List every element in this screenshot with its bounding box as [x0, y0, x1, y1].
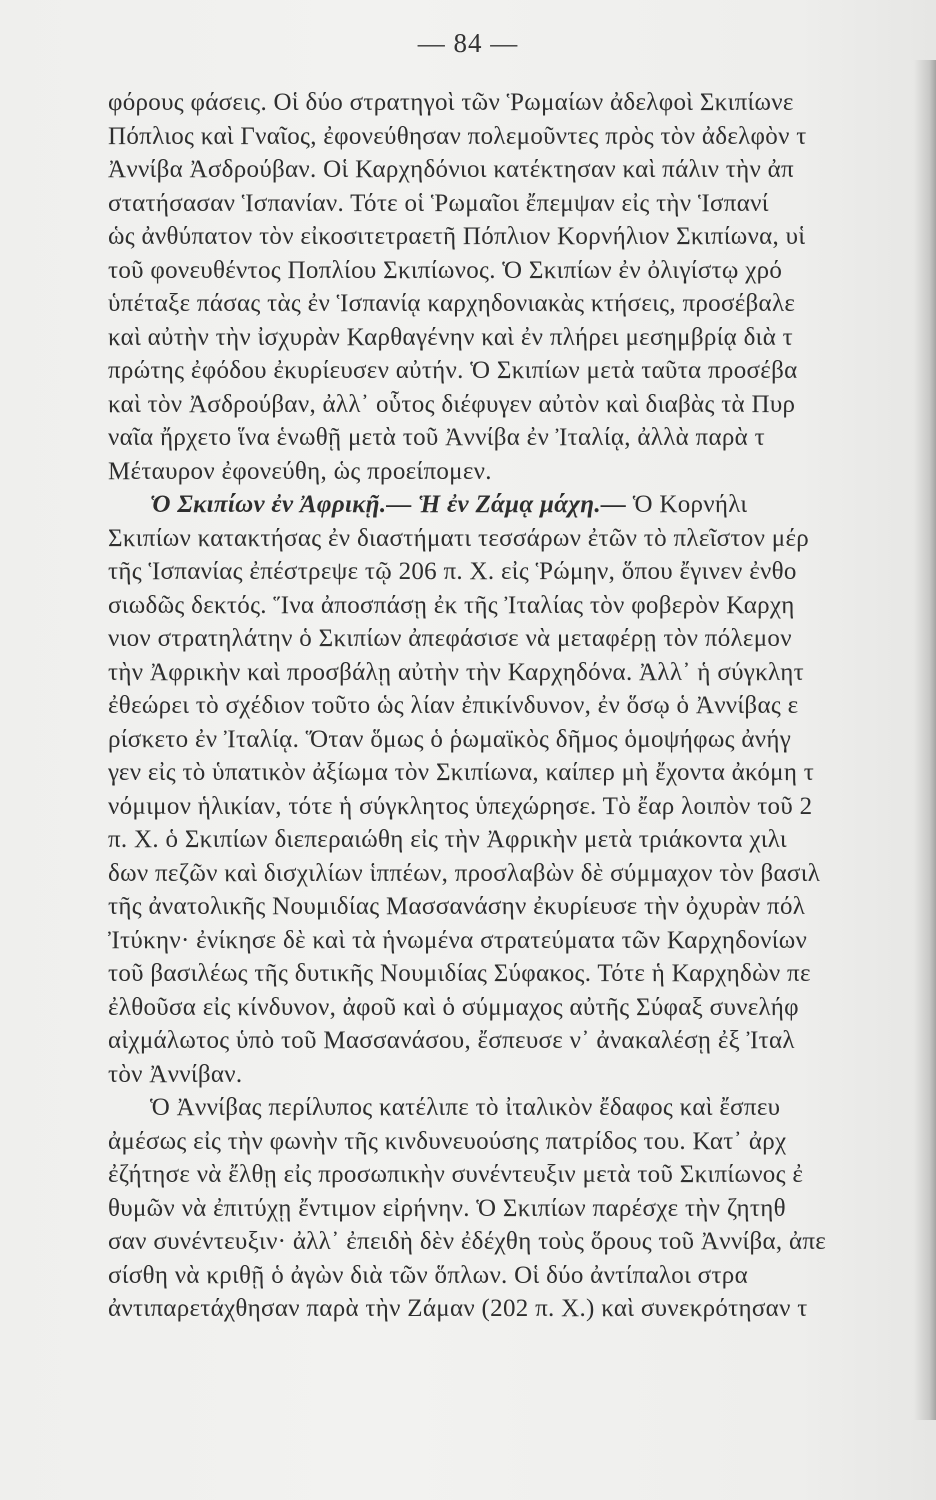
text-line: σαν συνέντευξιν· ἀλλ᾽ ἐπειδὴ δὲν ἐδέχθη τοὺς ὅρους τοῦ Ἀννίβα, ἀπε	[108, 1228, 827, 1255]
text-line: καὶ αὐτὴν τὴν ἰσχυρὰν Καρθαγένην καὶ ἐν πλήρει μεσημβρίᾳ διὰ τ	[108, 323, 794, 351]
section-heading-title: Ὁ Σκιπίων ἐν Ἀφρικῇ.— Ἡ ἐν Ζάμᾳ μάχη.—	[150, 491, 627, 518]
section-heading	[108, 488, 936, 522]
text-line: Μέταυρον ἐφονεύθη, ὡς προείπομεν.	[108, 457, 492, 485]
text-line: Πόπλιος καὶ Γναῖος, ἐφονεύθησαν πολεμοῦντες πρὸς τὸν ἀδελφὸν τ	[108, 122, 807, 150]
text-line: νιον στρατηλάτην ὁ Σκιπίων ἀπεφάσισε νὰ μεταφέρῃ τὸν πόλεμον	[108, 625, 792, 652]
text-line: πρώτης ἐφόδου ἐκυρίευσεν αὐτήν. Ὁ Σκιπίων μετὰ ταῦτα προσέβα	[108, 357, 798, 384]
text-line: τοῦ βασιλέως τῆς δυτικῆς Νουμιδίας Σύφακος. Τότε ἡ Καρχηδὼν πε	[108, 960, 811, 987]
text-line: τὴν Ἀφρικὴν καὶ προσβάλῃ αὐτὴν τὴν Καρχηδόνα. Ἀλλ᾽ ἡ σύγκλητ	[108, 658, 804, 686]
text-line: ὑπέταξε πάσας τὰς ἐν Ἱσπανίᾳ καρχηδονιακὰς κτήσεις, προσέβαλε	[108, 290, 796, 317]
text-line: στατήσασαν Ἱσπανίαν. Τότε οἱ Ῥωμαῖοι ἔπεμψαν εἰς τὴν Ἱσπανί	[108, 189, 769, 217]
text-line: ὡς ἀνθύπατον τὸν εἰκοσιτετραετῆ Πόπλιον Κορνήλιον Σκιπίωνα, υἱ	[108, 223, 806, 250]
text-line: νόμιμον ἡλικίαν, τότε ἡ σύγκλητος ὑπεχώρησε. Τὸ ἔαρ λοιπὸν τοῦ 2	[108, 792, 813, 820]
section-heading-continuation: Ὁ Κορνήλι	[626, 491, 748, 518]
paragraph-first-line: Ὁ Ἀννίβας περίλυπος κατέλιπε τὸ ἰταλικὸν ἔδαφος καὶ ἔσπευ	[150, 1094, 781, 1121]
text-line: ἐθεώρει τὸ σχέδιον τοῦτο ὡς λίαν ἐπικίνδυνον, ἐν ὅσῳ ὁ Ἀννίβας ε	[108, 692, 799, 719]
text-line: ἐζήτησε νὰ ἔλθῃ εἰς προσωπικὴν συνέντευξιν μετὰ τοῦ Σκιπίωνος ἐ	[108, 1161, 804, 1188]
text-line: γεν εἰς τὸ ὑπατικὸν ἀξίωμα τὸν Σκιπίωνα, καίπερ μὴ ἔχοντα ἀκόμη τ	[108, 759, 815, 786]
text-line: θυμῶν νὰ ἐπιτύχῃ ἔντιμον εἰρήνην. Ὁ Σκιπίων παρέσχε τὴν ζητηθ	[108, 1194, 786, 1222]
text-line: σίσθη νὰ κριθῇ ὁ ἀγὼν διὰ τῶν ὅπλων. Οἱ δύο ἀντίπαλοι στρα	[108, 1261, 748, 1289]
text-line: καὶ τὸν Ἀσδρούβαν, ἀλλ᾽ οὗτος διέφυγεν αὐτὸν καὶ διαβὰς τὰ Πυρ	[108, 390, 796, 418]
text-line: π. Χ. ὁ Σκιπίων διεπεραιώθη εἰς τὴν Ἀφρικὴν μετὰ τριάκοντα χιλι	[108, 826, 787, 853]
body-text	[108, 86, 936, 1326]
text-line: τῆς Ἱσπανίας ἐπέστρεψε τῷ 206 π. Χ. εἰς Ῥώμην, ὅπου ἔγινεν ἐνθο	[108, 558, 797, 585]
text-line: τὸν Ἀννίβαν.	[108, 1060, 243, 1088]
page-number: — 84 —	[417, 28, 519, 58]
text-line: δων πεζῶν καὶ δισχιλίων ἱππέων, προσλαβὼν δὲ σύμμαχον τὸν βασιλ	[108, 859, 821, 887]
text-line: Ἰτύκην· ἐνίκησε δὲ καὶ τὰ ἡνωμένα στρατεύματα τῶν Καρχηδονίων	[108, 926, 808, 954]
text-line: τοῦ φονευθέντος Ποπλίου Σκιπίωνος. Ὁ Σκιπίων ἐν ὀλιγίστῳ χρό	[108, 256, 783, 284]
text-line: φόρους φάσεις. Οἱ δύο στρατηγοὶ τῶν Ῥωμαίων ἀδελφοὶ Σκιπίωνε	[108, 89, 794, 116]
text-line: ἐλθοῦσα εἰς κίνδυνον, ἀφοῦ καὶ ὁ σύμμαχος αὐτῆς Σύφαξ συνελήφ	[108, 993, 799, 1021]
text-line: Σκιπίων κατακτήσας ἐν διαστήματι τεσσάρων ἐτῶν τὸ πλεῖστον μέρ	[108, 524, 810, 552]
text-line: Ἀννίβα Ἀσδρούβαν. Οἱ Καρχηδόνιοι κατέκτησαν καὶ πάλιν τὴν ἀπ	[108, 156, 794, 183]
text-line: ρίσκετο ἐν Ἰταλίᾳ. Ὅταν ὅμως ὁ ῥωμαϊκὸς δῆμος ὁμοψήφως ἀνήγ	[108, 725, 792, 753]
text-line: ἀντιπαρετάχθησαν παρὰ τὴν Ζάμαν (202 π. Χ.) καὶ συνεκρότησαν τ	[108, 1295, 808, 1322]
text-line: ναῖα ἤρχετο ἵνα ἑνωθῇ μετὰ τοῦ Ἀννίβα ἐν Ἰταλίᾳ, ἀλλὰ παρὰ τ	[108, 424, 765, 451]
text-line: ἀμέσως εἰς τὴν φωνὴν τῆς κινδυνευούσης πατρίδος του. Κατ᾽ ἀρχ	[108, 1127, 787, 1155]
text-line: αἰχμάλωτος ὑπὸ τοῦ Μασσανάσου, ἔσπευσε ν᾽ ἀνακαλέσῃ ἐξ Ἰταλ	[108, 1027, 795, 1054]
text-line: σιωδῶς δεκτός. Ἵνα ἀποσπάσῃ ἐκ τῆς Ἰταλίας τὸν φοβερὸν Καρχη	[108, 591, 795, 619]
text-line: τῆς ἀνατολικῆς Νουμιδίας Μασσανάσην ἐκυρίευσε τὴν ὀχυρὰν πόλ	[108, 893, 806, 920]
